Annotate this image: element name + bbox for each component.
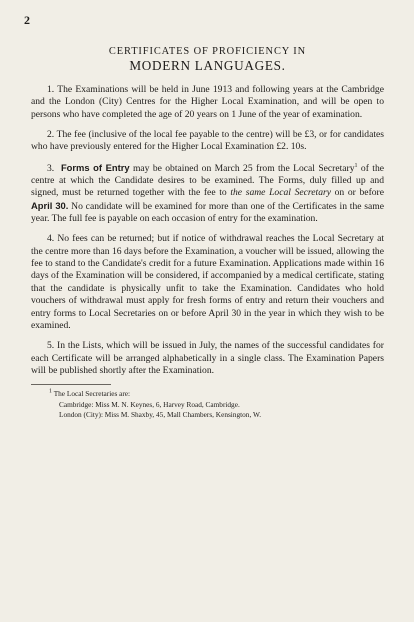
footnote-london: London (City): Miss M. Shaxby, 45, Mall Chambers, Kensington, W.: [59, 410, 262, 420]
april-30-bold: April 30.: [31, 199, 69, 211]
paragraph-1: 1. The Examinations will be held in June 1913 and following years at the Cambridge and the London (City) Centres for the Higher Local Examination, and will be open to persons who have completed the age of 20 years on 1 June of the year of examination.: [31, 84, 384, 120]
paragraph-3-number: 3.: [47, 162, 55, 174]
paragraph-3-text-4: No candidate will be examined for more than one of the Certificates in the same year. The full fee is payable on each occasion of entry for the examination.: [31, 200, 384, 225]
paragraph-5: 5. In the Lists, which will be issued in July, the names of the successful candidates for each Certificate will be arranged alphabetically in a single class. The Examination Papers will be published shortly after the Examination.: [31, 340, 384, 376]
footnote-marker: 1: [354, 162, 358, 169]
footnote-intro: [49, 389, 384, 399]
footnote-number: 1: [49, 388, 52, 395]
paragraph-4: 4. No fees can be returned; but if notice of withdrawal reaches the Local Secretary at the centre more than 16 days before the Examination, a voucher will be issued, allowing the fee to stand to the Candidate's credit for a future Examination. Applications made within 16 days of the Examination will be considered, if accompanied by a medical certificate, stating that the candidate is physically unfit to take the Examination. Candidates who hold vouchers of withdrawal must apply for fresh forms of entry and return their vouchers and entry forms to Local Secretaries on or before April 30 in the year in which they wish to be examined.: [31, 233, 384, 331]
page-number: 2: [24, 13, 30, 27]
footnote-intro-text: The Local Secretaries are:: [52, 389, 131, 399]
paragraph-3-text-3: on or before: [330, 187, 385, 199]
footnote: [49, 389, 384, 420]
paragraph-3-text-1: may be obtained on March 25 from the Local Secretary: [129, 162, 355, 174]
footnote-divider: [31, 384, 111, 385]
same-local-secretary-italic: the same Local Secretary: [230, 187, 331, 199]
heading-line-2: MODERN LANGUAGES.: [129, 58, 286, 73]
paragraph-3: [31, 162, 384, 226]
paragraph-2: 2. The fee (inclusive of the local fee payable to the centre) will be £3, or for candidates who have previously entered for the Higher Local Examination £2. 10s.: [31, 129, 384, 153]
heading-line-1: CERTIFICATES OF PROFICIENCY IN: [108, 46, 307, 57]
forms-of-entry-bold: Forms of Entry: [60, 161, 130, 173]
footnote-cambridge: Cambridge: Miss M. N. Keynes, 6, Harvey Road, Cambridge.: [59, 399, 240, 409]
paragraph-3-text-2: of the centre at which the Candidate desires to be examined. The Forms, duly filled up and signed, must be returned together with the fee to: [31, 162, 384, 199]
